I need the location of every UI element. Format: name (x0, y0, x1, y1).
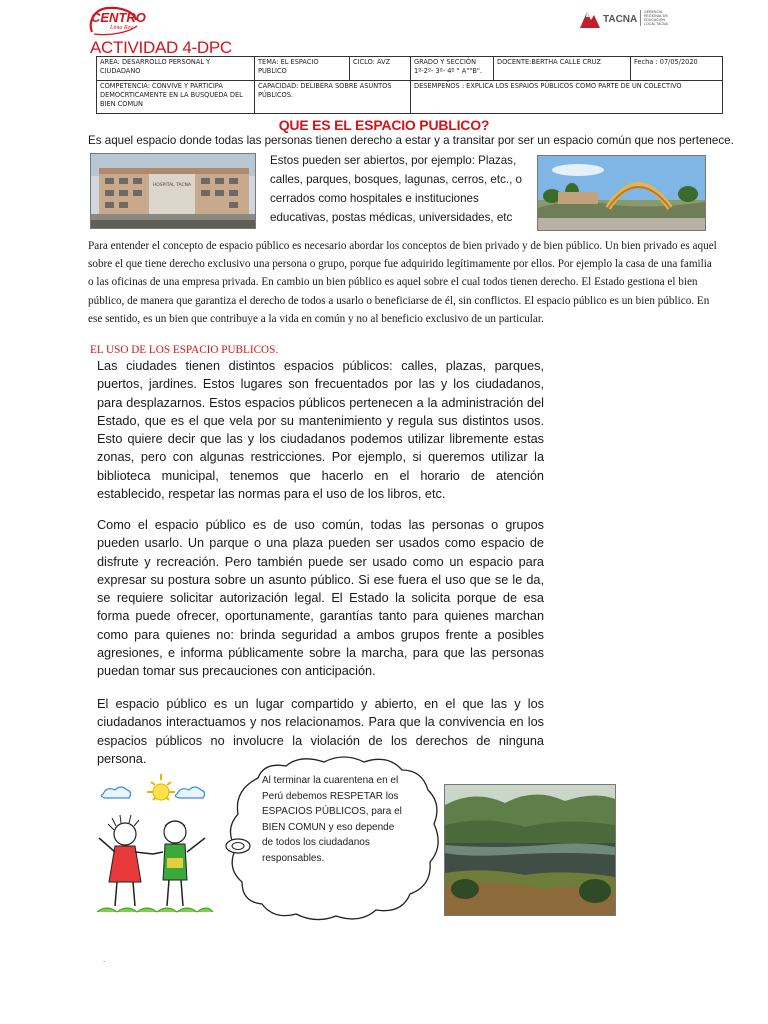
uso-paragraph-1: Las ciudades tienen distintos espacios públicos: calles, plazas, parques, puertos, jardines. Estos lugares son frecuentados por las y los ciudadanos, para desplazarnos. Estos espacios públicos pertenecen a la administración del Estado, que es el que vela por su mantenimiento y regula sus distintos usos. Esto quiere decir que las y los ciudadanos podemos utilizar libremente estas zonas, pero con algunas restricciones. Por ejemplo, si queremos utilizar la biblioteca municipal, tenemos que hacerlo en el horario de atención establecido, respetar las normas para el uso de los libros, etc. (97, 359, 544, 502)
centro-logo-subtext: Lima Rey (110, 25, 133, 31)
centro-logo-text: CENTRO (91, 10, 146, 25)
docente-cell: DOCENTE:BERTHA CALLE CRUZ (494, 57, 631, 81)
area-cell: AREA: DESARROLLO PERSONAL Y CIUDADANO (97, 57, 255, 81)
children-drawing (95, 772, 215, 922)
tema-cell: TEMA: EL ESPACIO PUBLICO (255, 57, 350, 81)
examples-text: Estos pueden ser abiertos, por ejemplo: Plazas, calles, parques, bosques, lagunas, cerros, etc., o cerrados como hospitales e instituciones educativas, postas médicas, universidades, etc (270, 154, 522, 224)
tacna-logo-text: TACNA (603, 14, 638, 25)
uso-paragraph-3: El espacio público es un lugar compartido y abierto, en el que las y los ciudadanos interactuamos y nos relacionamos. Para que la convivencia en los espacios públicos no involucre la violación de los derechos de ninguna persona. (97, 697, 544, 766)
section-title-espacio-publico: QUE ES EL ESPACIO PUBLICO? (278, 117, 490, 133)
activity-title: ACTIVIDAD 4-DPC (90, 38, 232, 57)
lake-forest-image (444, 784, 616, 916)
centro-logo (88, 6, 146, 36)
desempenos-cell: DESEMPEÑOS : EXPLICA LOS ESPAIOS PÚBLICOS COMO PARTE DE UN COLECTIVO (411, 81, 723, 114)
tacna-logo-subtext: GERENCIA REGIONAL DE EDUCACIÓN LOCAL TACNA (640, 10, 674, 26)
tacna-logo (578, 8, 678, 32)
fecha-cell: Fecha : 07/05/2020 (631, 57, 723, 81)
section-title-uso: EL USO DE LOS ESPACIO PUBLICOS. (90, 344, 279, 356)
building-sign-text: HOSPITAL TACNA (152, 183, 192, 188)
concept-paragraph: Para entender el concepto de espacio público es necesario abordar los conceptos de bien privado y de bien público. Un bien privado es aquel sobre el que tiene derecho exclusivo una persona o grupo, porque fue adquirido legítimamente por ellos. Por ejemplo la casa de una familia o las oficinas de una empresa privada. En cambio un bien público es aquel sobre el cual todos tienen derecho. El Estado gestiona el bien público, de manera que garantiza el derecho de todos a usarlo o beneficiarse de él, sin conflictos. El espacio público es un bien público. En ese sentido, es un bien que contribuye a la vida en común y no al beneficio exclusivo de un particular. (88, 240, 717, 325)
competencia-cell: COMPETENCIA: CONVIVE Y PARTICIPA DEMOCRTICAMENTE EN LA BUSQUEDA DEL BIEN COMUN (97, 81, 255, 114)
info-table (96, 56, 723, 114)
uso-paragraph-2: Como el espacio público es de uso común, todas las personas o grupos pueden usarlo. Un parque o una plaza pueden ser usados como espacio de disfrute y recreación. Pero también puede ser usado como un espacio para expresar su postura sobre un asunto público. Si ese fuera el uso que se le da, se requiere solicitar autorización legal. El Estado la solicita porque de esa forma puede ofrecer, oportunamente, garantías tanto para quienes marchan como para quienes no: brinda seguridad a ambos grupos frente a posibles agresiones, e informa públicamente sobre la marcha, para que las personas puedan tomar sus precauciones con anticipación. (97, 518, 544, 679)
grado-cell: GRADO Y SECCIÓN 1º-2º- 3º- 4º " A""B". (411, 57, 494, 81)
footer-mark: . (103, 955, 106, 964)
intro-text: Es aquel espacio donde todas las personas tienen derecho a estar y a transitar por ser un espacio común que nos pertenece. (88, 134, 734, 147)
hospital-building-image (90, 153, 256, 229)
thought-bubble-text: Al terminar la cuarentena en el Perú debemos RESPETAR los ESPACIOS PÚBLICOS, para el BIEN COMUN y eso depende de todos los ciudadanos responsables. (262, 775, 402, 864)
capacidad-cell: CAPACIDAD: DELIBERA SOBRE ASUNTOS PÚBLICOS. (255, 81, 411, 114)
ciclo-cell: CICLO: AVZ (350, 57, 411, 81)
plaza-arch-image (537, 155, 706, 231)
